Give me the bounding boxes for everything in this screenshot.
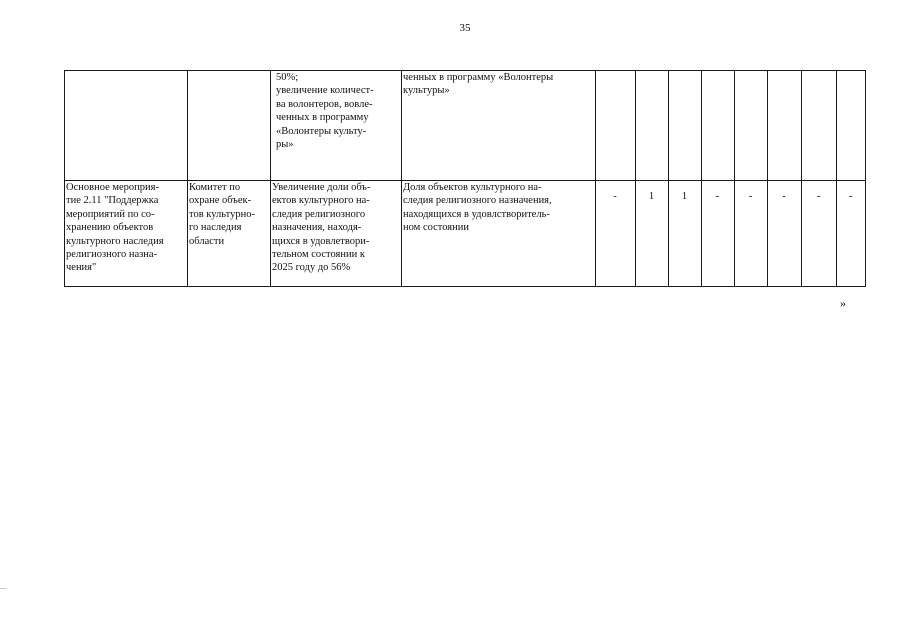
- result-cell: Увеличение доли объ- ектов культурного на- следия религиозного назначения, находя- щихся в удовлетвори- тельном состоянии к 2025 году до 56%: [271, 181, 402, 287]
- value-cell: [596, 71, 636, 181]
- responsible-cell: Комитет по охране объек- тов культурно- го наследия области: [188, 181, 271, 287]
- indicator-cell: ченных в программу «Волонтеры культуры»: [402, 71, 596, 181]
- table-row: [65, 71, 866, 181]
- value-cell: -: [802, 181, 837, 287]
- table-row: [65, 181, 866, 287]
- value-cell: [669, 71, 702, 181]
- value-cell: -: [768, 181, 802, 287]
- responsible-cell: [188, 71, 271, 181]
- closing-quote: »: [840, 296, 846, 310]
- margin-mark: ...: [0, 582, 6, 591]
- indicator-cell: Доля объектов культурного на- следия религиозного назначения, находящихся в удовлстворитель- ном состоянии: [402, 181, 596, 287]
- value-cell: [636, 71, 669, 181]
- value-cell: -: [702, 181, 735, 287]
- value-cell: [802, 71, 837, 181]
- value-cell: [837, 71, 866, 181]
- value-cell: -: [837, 181, 866, 287]
- program-table: [64, 70, 866, 287]
- value-cell: 1: [669, 181, 702, 287]
- event-cell: [65, 71, 188, 181]
- page-number: 35: [459, 22, 471, 34]
- value-cell: [735, 71, 768, 181]
- result-cell: 50%; увеличение количест- ва волонтеров, вовле- ченных в программу «Волонтеры культу- ры»: [271, 71, 402, 181]
- event-cell: Основное мероприя- тие 2.11 "Поддержка мероприятий по со- хранению объектов культурного наследия религиозного назна- чения": [65, 181, 188, 287]
- value-cell: [702, 71, 735, 181]
- value-cell: [768, 71, 802, 181]
- value-cell: -: [596, 181, 636, 287]
- value-cell: -: [735, 181, 768, 287]
- value-cell: 1: [636, 181, 669, 287]
